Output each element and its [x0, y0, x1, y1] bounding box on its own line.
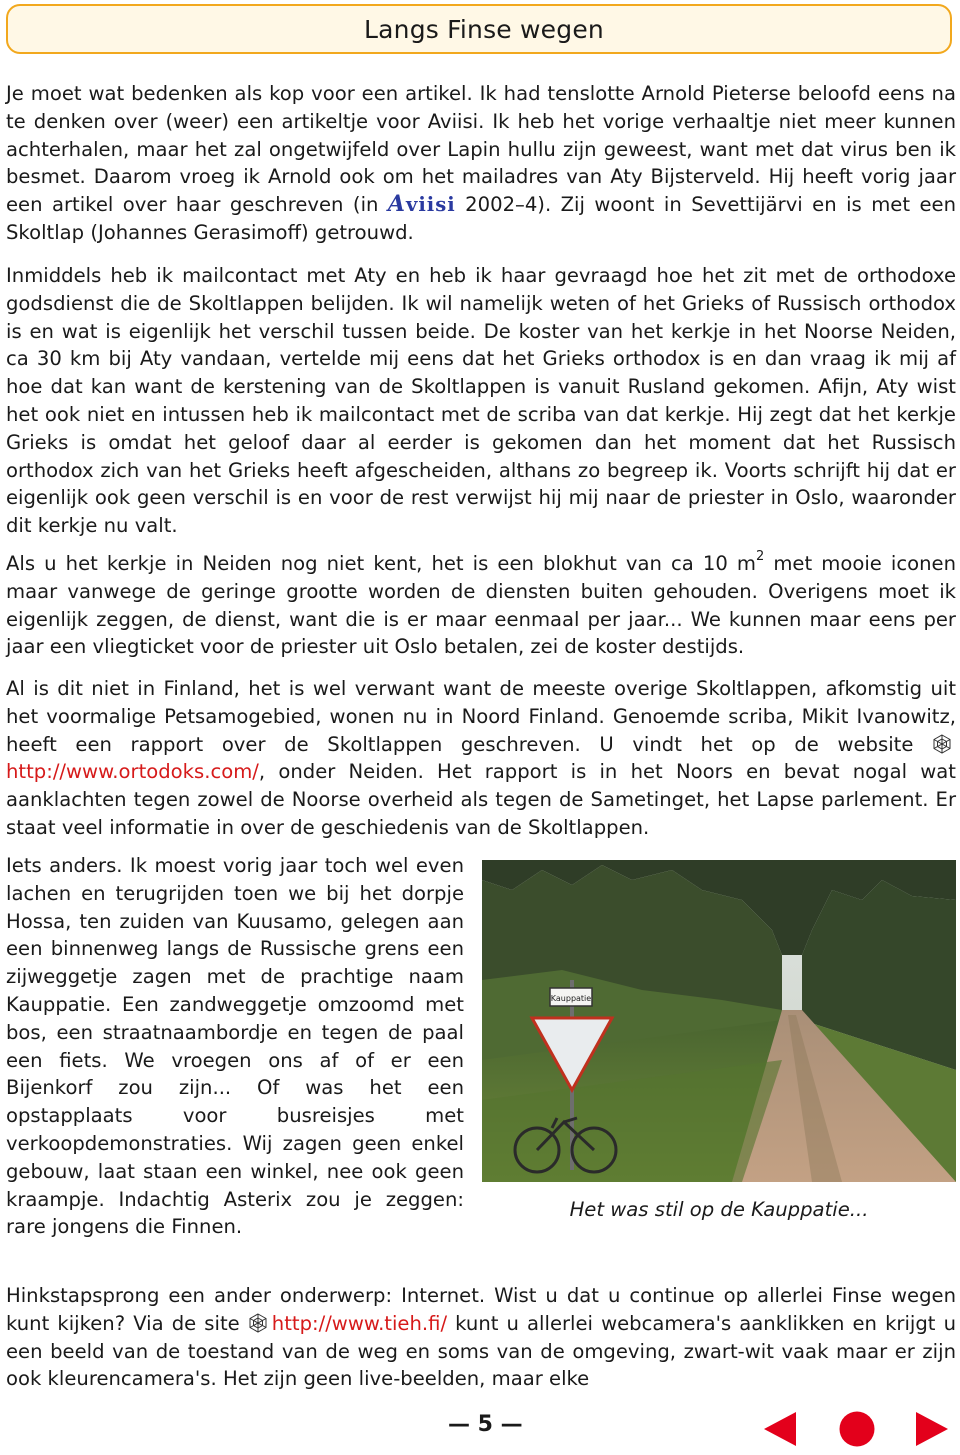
paragraph-skolt-text-a: Al is dit niet in Finland, het is wel verwant want de meeste overige Skoltlappen, afkomstig uit het voormalige Petsamogebied, wonen nu in Noord Finland. Genoemde scriba, Mikit Ivanowitz, heeft een rapport over de Skoltlappen geschreven. U vindt het op de website	[6, 677, 956, 756]
nav-home-icon[interactable]	[838, 1410, 876, 1448]
title-box	[6, 4, 952, 54]
nav-next-icon[interactable]	[912, 1410, 950, 1448]
web-icon	[932, 734, 952, 754]
aviisi-logo-rest: viisi	[405, 193, 456, 217]
paragraph-internet-text-a: Hinkstapsprong een ander onderwerp: Internet. Wist u dat u continue op allerlei Finse wegen kunt kijken? Via de site	[6, 1284, 956, 1335]
photo-caption: Het was stil op de Kauppatie...	[569, 1198, 869, 1221]
paragraph-orthodox: Inmiddels heb ik mailcontact met Aty en heb ik haar gevraagd hoe het zit met de orthodoxe godsdienst die de Skoltlappen belijden. Ik wil namelijk weten of het Grieks of Russisch orthodox is en wat is eigenlijk het verschil tussen beide. De koster van het kerkje in het Noorse Neiden, ca 30 km bij Aty vandaan, vertelde mij eens dat het Grieks orthodox is en dan vraag ik mij af hoe dat kan want de kerstening van de Skoltlappen is vanuit Rusland gekomen. Afijn, Aty wist het ook niet en intussen heb ik mailcontact met de scriba van dat kerkje. Hij zegt dat het kerkje Grieks is omdat het geloof daar al eerder is gekomen dan het moment dat het Russisch orthodox zich van het Grieks heeft afgescheiden, althans zo begreep ik. Voorts schrijft hij dat er eigenlijk ook geen verschil is en voor de rest verwijst hij mij naar de priester in Oslo, waaronder dit kerkje nu valt.	[6, 264, 956, 538]
paragraph-skoltlappen	[6, 675, 956, 842]
page-number: — 5 —	[448, 1412, 523, 1437]
link-tieh[interactable]	[248, 1312, 447, 1335]
link-tieh-text[interactable]: http://www.tieh.fi/	[271, 1311, 448, 1335]
page-title: Langs Finse wegen	[364, 15, 604, 44]
nav-prev-icon[interactable]	[762, 1410, 800, 1448]
link-ortodoks-text[interactable]: http://www.ortodoks.com/	[6, 760, 259, 784]
superscript: 2	[755, 549, 765, 565]
paragraph-neiden-text-b: met mooie iconen maar vanwege de geringe grootte worden de diensten buiten gehouden. Overigens moet ik eigenlijk zeggen, de dienst, want die is er maar eenmaal per jaar... We kunnen maar eens per jaar een vliegticket voor de priester uit Oslo betalen, zei de koster destijds.	[6, 552, 956, 659]
paragraph-neiden-church	[6, 550, 956, 661]
paragraph-kauppatie: Iets anders. Ik moest vorig jaar toch wel even lachen en terugrijden toen we bij het dorpje Hossa, ten zuiden van Kuusamo, gelegen aan een binnenweg langs de Russische grens een zijweggetje zagen met de prachtige naam Kauppatie. Een zandweggetje omzoomd met bos, een straatnaambordje en tegen de paal een fiets. We vroegen ons af of er een Bijenkorf zou zijn... Of was het een opstapplaats voor busreisjes met verkoopdemonstraties. Wij zagen geen enkel gebouw, laat staan een winkel, nee ook geen kraampje. Indachtig Asterix zou je zeggen: rare jongens die Finnen.	[6, 854, 464, 1239]
paragraph-intro-text-a: Je moet wat bedenken als kop voor een artikel. Ik had tenslotte Arnold Pieterse beloofd eens na te denken over (weer) een artikeltje voor Aviisi. Ik heb het vorige verhaaltje niet meer kunnen achterhalen, maar het zal ongetwijfeld over Lapin hullu zijn geweest, want met dat virus ben ik besmet. Daarom vroeg ik Arnold ook om het mailadres van Aty Bijsterveld. Hij heeft vorig jaar een artikel over haar geschreven (in	[6, 82, 956, 217]
paragraph-internet	[6, 1282, 956, 1393]
paragraph-neiden-text-a: Als u het kerkje in Neiden nog niet kent, het is een blokhut van ca 10 m	[6, 552, 756, 575]
paragraph-skolt-text-b: , onder Neiden. Het rapport is in het Noors en bevat nogal wat aanklachten tegen zowel de Noorse overheid als tegen de Sametinget, het Lapse parlement. Er staat veel informatie in over de geschiedenis van de Skoltlappen.	[6, 760, 956, 839]
paragraph-intro	[6, 80, 956, 247]
kauppatie-photo	[482, 860, 956, 1182]
paragraph-intro-text-b: 2002–4). Zij woont in Sevettijärvi en is met een Skoltlap (Johannes Gerasimoff) getrouwd.	[6, 193, 956, 244]
paragraph-internet-text-b: kunt u allerlei webcamera's aanklikken en krijgt u een beeld van de toestand van de weg en soms van de omgeving, zwart-wit vaak maar er zijn ook kleurencamera's. Het zijn geen live-beelden, maar elke	[6, 1311, 956, 1391]
web-icon	[248, 1313, 268, 1333]
aviisi-logo	[388, 193, 456, 216]
kauppatie-sign-text: Kauppatie	[550, 994, 592, 1003]
aviisi-logo-initial: A	[387, 191, 406, 218]
